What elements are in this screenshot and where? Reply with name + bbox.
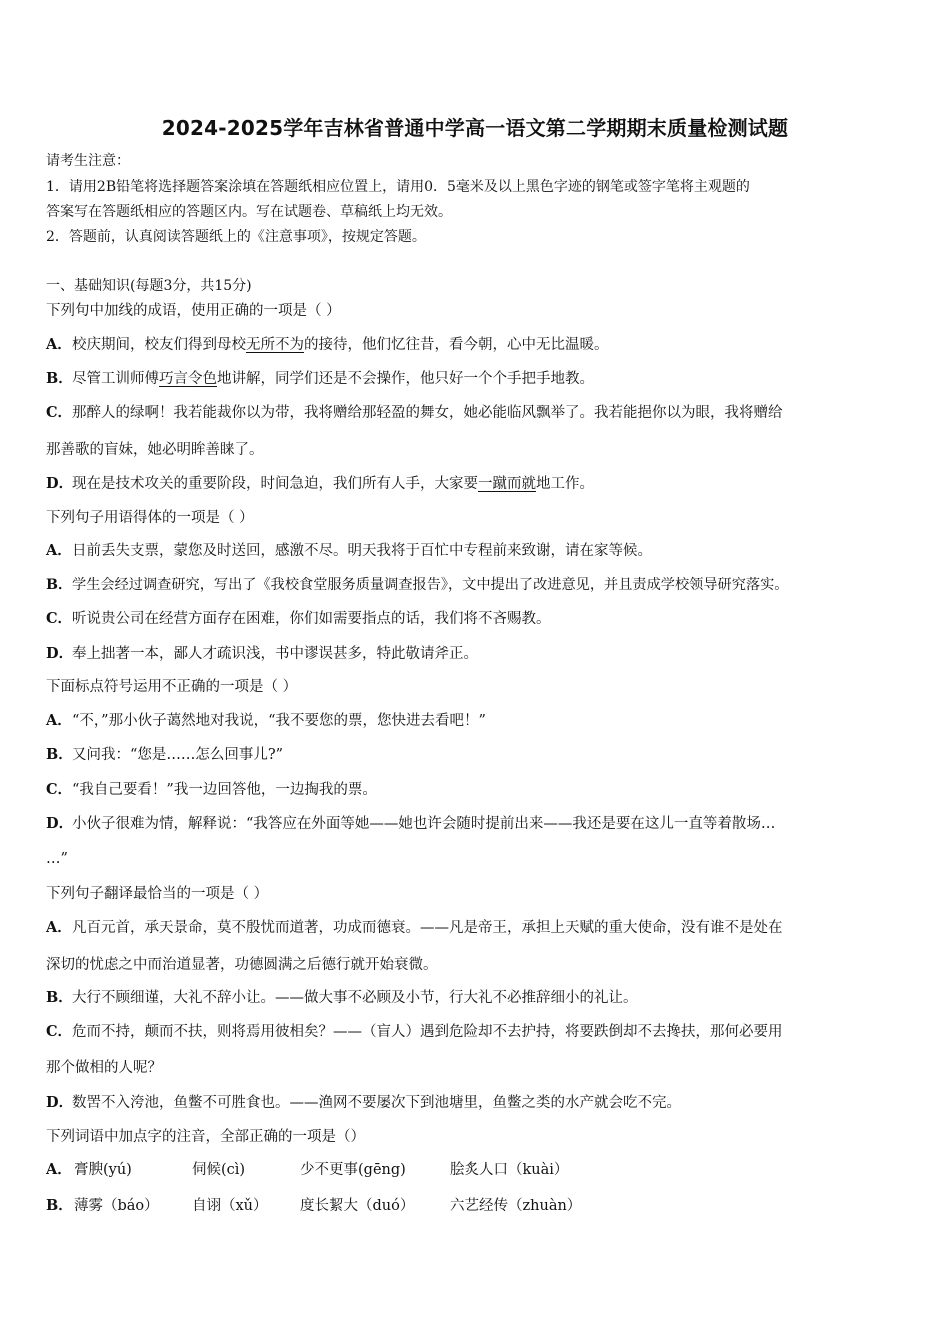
option-label: A． <box>46 919 72 936</box>
option-text: 现在是技术攻关的重要阶段，时间急迫，我们所有人手，大家要 <box>72 476 478 492</box>
option-label: A． <box>46 542 72 559</box>
option-label: C． <box>46 781 73 798</box>
q4-option-b <box>46 988 638 1008</box>
q1-option-d <box>46 474 594 494</box>
q1-option-c <box>46 403 783 423</box>
q2-option-a <box>46 541 652 561</box>
option-label: B． <box>46 989 73 1006</box>
option-text: 凡百元首，承天景命，莫不殷忧而道著，功成而德衰。——凡是帝王，承担上天赋的重大使命，没有谁不是处在 <box>72 920 783 936</box>
notice-heading: 请考生注意： <box>46 153 130 169</box>
option-text: 学生会经过调查研究，写出了《我校食堂服务质量调查报告》，文中提出了改进意见，并且责成学校领导研究落实。 <box>72 577 789 593</box>
notice-line-3: 2．答题前，认真阅读答题纸上的《注意事项》，按规定答题。 <box>46 229 426 245</box>
q5-option-a-item: 脍炙人口（kuài） <box>450 1162 569 1178</box>
q5-option-a-item: 膏腴(yú) <box>74 1162 132 1178</box>
option-text: 的接待，他们忆往昔，看今朝，心中无比温暖。 <box>304 337 609 353</box>
option-label: B． <box>46 746 73 763</box>
option-label: A． <box>46 336 72 353</box>
q3-stem: 下面标点符号运用不正确的一项是（ ） <box>46 679 298 695</box>
option-text: “我自己要看！”我一边回答他，一边掏我的票。 <box>72 782 377 798</box>
q2-option-b <box>46 575 788 595</box>
option-text: 又问我：“您是……怎么回事儿?” <box>72 747 284 763</box>
option-label: C． <box>46 610 73 627</box>
q2-option-c <box>46 609 551 629</box>
notice-line-2: 答案写在答题纸相应的答题区内。写在试题卷、草稿纸上均无效。 <box>46 204 452 220</box>
option-text: 尽管工训师傅 <box>72 371 159 387</box>
underlined-idiom: 巧言令色 <box>159 371 217 387</box>
q1-stem: 下列句中加线的成语，使用正确的一项是（ ） <box>46 303 341 319</box>
option-text: 小伙子很难为情，解释说：“我答应在外面等她——她也许会随时提前出来——我还是要在这儿一直等着散场… <box>72 816 776 832</box>
q1-option-a <box>46 335 609 355</box>
q1-option-c-cont: 那善歌的盲妹，她必明眸善睐了。 <box>46 442 264 458</box>
q5-option-a-label: A． <box>46 1161 72 1178</box>
q3-option-a <box>46 711 486 731</box>
option-text: 听说贵公司在经营方面存在困难，你们如需要指点的话，我们将不吝赐教。 <box>72 611 551 627</box>
option-text: 日前丢失支票，蒙您及时送回，感激不尽。明天我将于百忙中专程前来致谢，请在家等候。 <box>72 543 652 559</box>
option-label: C． <box>46 404 73 421</box>
q4-option-a <box>46 918 783 938</box>
underlined-idiom: 无所不为 <box>246 337 304 353</box>
q3-option-c <box>46 780 377 800</box>
section-heading: 一、基础知识(每题3分，共15分) <box>46 278 252 294</box>
option-label: D． <box>46 815 74 832</box>
q4-option-a-cont: 深切的忧虑之中而治道显著，功德圆满之后德行就开始衰微。 <box>46 957 438 973</box>
option-label: A． <box>46 712 72 729</box>
q3-option-d-cont: …” <box>46 851 68 867</box>
option-label: B． <box>46 370 73 387</box>
option-label: D． <box>46 645 74 662</box>
option-label: D． <box>46 475 74 492</box>
option-text: 数罟不入洿池，鱼鳖不可胜食也。——渔网不要屡次下到池塘里，鱼鳖之类的水产就会吃不完。 <box>72 1095 681 1111</box>
q5-stem: 下列词语中加点字的注音，全部正确的一项是（） <box>46 1129 365 1145</box>
q4-option-c <box>46 1022 783 1042</box>
q5-option-b-item: 六艺经传（zhuàn） <box>450 1198 582 1214</box>
q5-option-b-item: 度长絜大（duó） <box>300 1198 415 1214</box>
q5-option-b-label: B． <box>46 1197 73 1214</box>
q5-option-b-item: 自诩（xǔ） <box>192 1198 268 1214</box>
option-text: 那醉人的绿啊！我若能裁你以为带，我将赠给那轻盈的舞女，她必能临风飘举了。我若能挹你以为眼，我将赠给 <box>72 405 783 421</box>
q4-option-d <box>46 1093 681 1113</box>
q5-option-b-item: 薄雾（báo） <box>74 1198 159 1214</box>
option-text: 校庆期间，校友们得到母校 <box>72 337 246 353</box>
underlined-idiom: 一蹴而就 <box>478 476 536 492</box>
q4-option-c-cont: 那个做相的人呢？ <box>46 1060 162 1076</box>
option-text: 地讲解，同学们还是不会操作，他只好一个个手把手地教。 <box>217 371 594 387</box>
option-label: D． <box>46 1094 74 1111</box>
q3-option-b <box>46 745 283 765</box>
q2-option-d <box>46 644 478 664</box>
q5-option-a-item: 少不更事(gēng) <box>300 1162 406 1178</box>
notice-line-1: 1．请用2B铅笔将选择题答案涂填在答题纸相应位置上，请用0．5毫米及以上黑色字迹的钢笔或签字笔将主观题的 <box>46 179 750 195</box>
q5-option-a-item: 伺候(cì) <box>192 1162 246 1178</box>
q2-stem: 下列句子用语得体的一项是（ ） <box>46 510 254 526</box>
option-text: 危而不持，颠而不扶，则将焉用彼相矣？——（盲人）遇到危险却不去护持，将要跌倒却不去搀扶，那何必要用 <box>72 1024 783 1040</box>
option-label: C． <box>46 1023 73 1040</box>
q1-option-b <box>46 369 594 389</box>
page-title: 2024-2025学年吉林省普通中学高一语文第二学期期末质量检测试题 <box>161 116 789 140</box>
option-text: “不，”那小伙子蔼然地对我说，“我不要您的票，您快进去看吧！” <box>72 713 486 729</box>
option-text: 大行不顾细谨，大礼不辞小让。——做大事不必顾及小节，行大礼不必推辞细小的礼让。 <box>72 990 638 1006</box>
option-label: B． <box>46 577 73 593</box>
option-text: 地工作。 <box>536 476 594 492</box>
option-text: 奉上拙著一本，鄙人才疏识浅，书中谬误甚多，特此敬请斧正。 <box>72 646 478 662</box>
q3-option-d <box>46 814 775 834</box>
q4-stem: 下列句子翻译最恰当的一项是（ ） <box>46 886 269 902</box>
